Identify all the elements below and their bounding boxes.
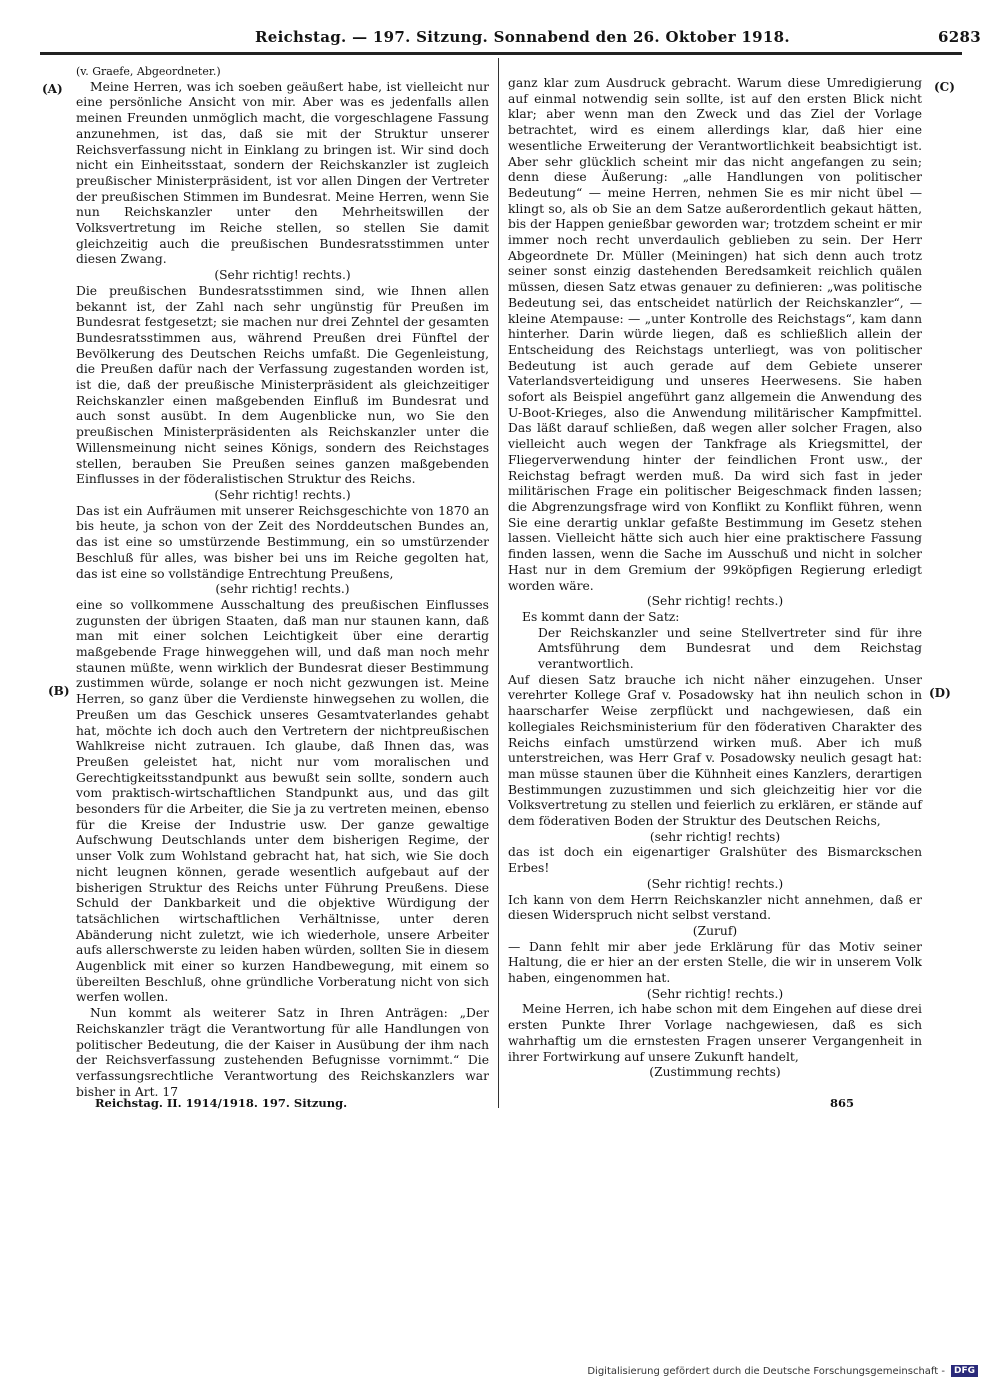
margin-mark-d: (D)	[929, 686, 951, 700]
paragraph: Es kommt dann der Satz:	[522, 609, 680, 624]
paragraph: — Dann fehlt mir aber jede Erklärung für das Motiv seiner Haltung, die er hier an der ersten Stelle, die wir in unserem Volk haben, eingenommen hat.	[508, 939, 922, 986]
interjection: (Zustimmung rechts)	[649, 1065, 781, 1080]
digitization-credit	[587, 1365, 978, 1377]
margin-mark-c: (C)	[934, 80, 955, 94]
interjection: (Sehr richtig! rechts.)	[646, 876, 784, 891]
running-header-title: Reichstag. — 197. Sitzung. Sonnabend den 26. Oktober 1918.	[255, 28, 790, 46]
speaker-attribution: (v. Graefe, Abgeordneter.)	[76, 65, 221, 78]
page-number: 6283	[938, 28, 981, 46]
interjection: (Sehr richtig! rechts.)	[646, 986, 784, 1001]
interjection: (Sehr richtig! rechts.)	[646, 594, 784, 609]
paragraph: das ist doch ein eigenartiger Gralshüter des Bismarckschen Erbes!	[508, 845, 922, 876]
paragraph: Ich kann von dem Herrn Reichskanzler nicht annehmen, daß er diesen Widerspruch nicht selbst verstand.	[508, 892, 922, 923]
paragraph: Nun kommt als weiterer Satz in Ihren Anträgen: „Der Reichskanzler trägt die Verantwortung für alle Handlungen von politischer Bedeutung, die der Kaiser in Ausübung der ihm nach der Reichsverfassung zustehenden Befugnisse vornimmt.“ Die verfassungsrechtliche Verantwortung des Reichskanzlers war bisher in Art. 17	[76, 1006, 489, 1099]
interjection: (Sehr richtig! rechts.)	[214, 487, 351, 502]
paragraph: eine so vollkommene Ausschaltung des preußischen Einflusses zugunsten der übrigen Staaten, daß man nur staunen kann, daß man mit einer solchen Leichtigkeit über eine derartig maßgebende Frage hinweggehen will, und daß man noch mehr staunen müßte, wenn wirklich der Bundesrat dieser Bestimmung zustimmen würde, solange er noch nicht gezwungen ist. Meine Herren, so ganz über die Verdienste hinwegsehen zu wollen, die Preußen um das Geschick unseres Gesamtvaterlandes gehabt hat, möchte ich doch auch den Vertretern der nichtpreußischen Wahlkreise nicht zutrauen. Ich glaube, daß Ihnen das, was Preußen geleistet hat, nicht nur vom moralischen und Gerechtigkeitsstandpunkt aus bewußt sein sollte, sondern auch vom praktisch-wirtschaftlichen Standpunkt aus, und das gilt besonders für die Arbeiter, die Sie ja zu vertreten meinen, ebenso für die Kreise der Industrie usw. Der ganze gewaltige Aufschwung Deutschlands unter dem bisherigen Regime, der unser Volk zum Wohlstand gebracht hat, hat sich, wie Sie doch nicht leugnen können, gerade wesentlich aufgebaut auf der bisherigen Struktur des Reichs unter Führung Preußens. Diese Schuld der Dankbarkeit und die objektive Würdigung der tatsächlichen wirtschaftlichen Verhältnisse, unter deren Abänderung nicht zuletzt, wie ich wiederhole, unsere Arbeiter aufs allerschwerste zu leiden haben würden, sollten Sie in diesem Augenblick mit einer so kurzen Handbewegung, mit einem so übereilten Beschluß, ohne gründliche Vorberatung nicht von sich werfen wollen.	[76, 597, 489, 1005]
interjection: (sehr richtig! rechts)	[649, 829, 781, 844]
dfg-logo: DFG	[951, 1365, 978, 1377]
interjection: (sehr richtig! rechts.)	[215, 582, 350, 597]
paragraph: Das ist ein Aufräumen mit unserer Reichsgeschichte von 1870 an bis heute, ja schon von der Zeit des Norddeutschen Bundes an, das ist eine so umstürzende Bestimmung, ein so umstürzender Beschluß für alles, was bisher bei uns im Reiche gegolten hat, das ist eine so vollständige Entrechtung Preußens,	[76, 503, 489, 581]
interjection: (Zuruf)	[692, 923, 738, 938]
header-rule	[40, 52, 962, 55]
paragraph: Meine Herren, was ich soeben geäußert habe, ist vielleicht nur eine persönliche Ansicht von mir. Aber was es jedenfalls allen meinen Freunden unmöglich macht, die vorgeschlagene Fassung anzunehmen, ist das, daß sie mit der Struktur unserer Reichsverfassung nicht in Einklang zu bringen ist. Wir sind doch nicht ein Einheitsstaat, sondern der Reichskanzler ist zugleich preußischer Ministerpräsident, ist vor allen Dingen der Vertreter der preußischen Stimmen im Bundesrat. Meine Herren, wenn Sie nun Reichskanzler unter den Mehrheitswillen der Volksvertretung im Reiche stellen, so stellen Sie damit gleichzeitig auch die preußischen Bundesratsstimmen unter diesen Zwang.	[76, 79, 489, 267]
digitization-note: Digitalisierung gefördert durch die Deutsche Forschungsgemeinschaft -	[587, 1366, 945, 1377]
quoted-provision: Der Reichskanzler und seine Stellvertreter sind für ihre Amtsführung dem Bundesrat und dem Reichstag verantwortlich.	[538, 625, 922, 672]
paragraph: ganz klar zum Ausdruck gebracht. Warum diese Umredigierung auf einmal notwendig sein sollte, ist auf den ersten Blick nicht klar; aber wenn man den Zweck und das Ziel der Vorlage betrachtet, wird es einem allerdings klar, daß hier eine wesentliche Erweiterung der Verantwortlichkeit beabsichtigt ist. Aber sehr glücklich scheint mir das nicht angefangen zu sein; denn diese Äußerung: „alle Handlungen von politischer Bedeutung“ — meine Herren, nehmen Sie es mir nicht übel — klingt so, als ob Sie an dem Satze außerordentlich gekaut hätten, bis der Happen genießbar geworden war; trotzdem scheint er mir immer noch recht unverdaulich geblieben zu sein. Der Herr Abgeordnete Dr. Müller (Meiningen) hat sich denn auch trotz seiner sonst einzig dastehenden Beredsamkeit reichlich quälen müssen, diesen Satz etwas genauer zu definieren: „was politische Bedeutung sei, das entscheidet natürlich der Reichskanzler“, — kleine Atempause: — „unter Kontrolle des Reichstags“, kam dann hinterher. Darin würde liegen, daß es schließlich allein der Entscheidung des Reichstags unterliegt, was von politischer Bedeutung ist auch gerade auf dem Gebiete unserer Vaterlandsverteidigung und unseres Heerwesens. Sie haben sofort als Beispiel angeführt ganz allgemein die Anwendung des U-Boot-Krieges, also die Anwendung militärischer Kampfmittel. Das läßt darauf schließen, daß wegen aller solcher Fragen, also vielleicht auch wegen der Tankfrage als Kriegsmittel, der Fliegerverwendung hinter der feindlichen Front usw., der Reichstag befragt werden muß. Da wird sich fast in jeder militärischen Frage ein politischer Beigeschmack finden lassen; die Abgrenzungsfrage wird von Konflikt zu Konflikt führen, wenn Sie eine derartig unklar gefaßte Bestimmung im Gesetz stehen lassen. Vielleicht hätte sich auch hier eine praktischere Fassung finden lassen, wenn die Sache im Ausschuß und nicht in solcher Hast nur in dem Gremium der 99köpfigen Regierung erledigt worden wäre.	[508, 76, 922, 593]
margin-mark-b: (B)	[48, 684, 70, 698]
paragraph: Die preußischen Bundesratsstimmen sind, wie Ihnen allen bekannt ist, der Zahl nach sehr ungünstig für Preußen im Bundesrat festgesetzt; sie machen nur drei Zehntel der gesamten Bundesratsstimmen aus, während Preußen drei Fünftel der Bevölkerung des Deutschen Reichs umfaßt. Die Gegenleistung, die Preußen dafür nach der Verfassung zugestanden worden ist, ist die, daß der preußische Ministerpräsident als gleichzeitiger Reichskanzler einen maßgebenden Einfluß im Bundesrat und auch sonst ausübt. In dem Augenblicke nun, wo Sie den preußischen Ministerpräsidenten als Reichskanzler unter die Willensmeinung nicht seines Königs, sondern des Reichstages stellen, berauben Sie Preußen seines ganzen maßgebenden Einflusses in der föderalistischen Struktur des Reichs.	[76, 283, 489, 487]
interjection: (Sehr richtig! rechts.)	[214, 268, 351, 283]
footer-signature: Reichstag. II. 1914/1918. 197. Sitzung.	[95, 1096, 348, 1110]
margin-mark-a: (A)	[42, 82, 63, 96]
footer-sheet-number: 865	[830, 1096, 855, 1110]
right-column	[508, 76, 922, 1081]
paragraph: Auf diesen Satz brauche ich nicht näher einzugehen. Unser verehrter Kollege Graf v. Posadowsky hat ihn neulich schon in haarscharfer Weise zerpflückt und nachgewiesen, daß ein kollegiales Reichsministerium für den föderativen Charakter des Reichs einfach umstürzend wirken muß. Aber ich muß unterstreichen, was Herr Graf v. Posadowsky neulich gesagt hat: man müsse staunen über die Kühnheit eines Kanzlers, derartigen Bestimmungen zuzustimmen und sich gleichzeitig hier vor die Volksvertretung zu stellen und feierlich zu erklären, er stände auf dem föderativen Boden der Struktur des Deutschen Reichs,	[508, 672, 922, 829]
column-divider	[498, 58, 499, 1108]
left-column	[76, 64, 489, 1100]
paragraph: Meine Herren, ich habe schon mit dem Eingehen auf diese drei ersten Punkte Ihrer Vorlage nachgewiesen, daß es sich wahrhaftig um die ernstesten Fragen unserer Vergangenheit in ihrer Fortwirkung auf unsere Zukunft handelt,	[508, 1002, 922, 1064]
